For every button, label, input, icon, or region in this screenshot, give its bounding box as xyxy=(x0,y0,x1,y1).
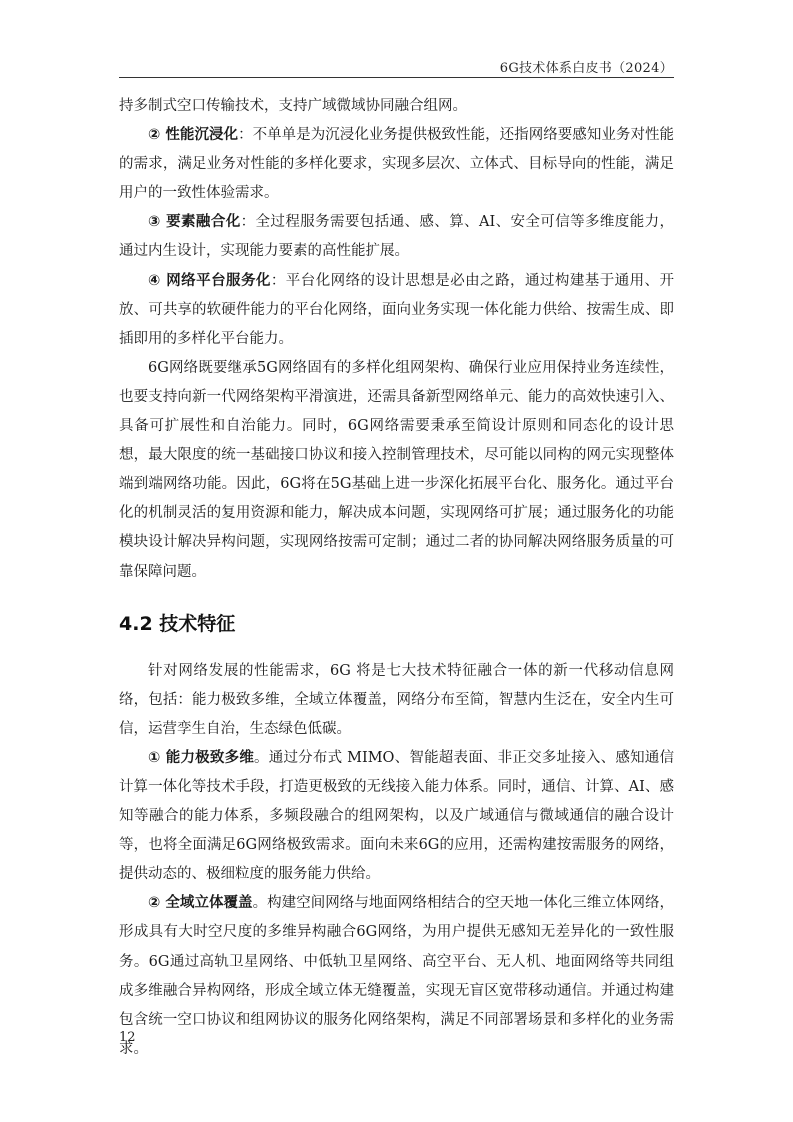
paragraphs-before xyxy=(119,92,674,587)
paragraph-lead: ② 全域立体覆盖 xyxy=(148,895,253,912)
paragraph xyxy=(119,889,674,1064)
paragraph-text: 针对网络发展的性能需求，6G 将是七大技术特征融合一体的新一代移动信息网络，包括：能力极致多维，全域立体覆盖，网络分布至简，智慧内生泛在，安全内生可信，运营孪生自治，生态绿色低碳。 xyxy=(119,662,674,737)
paragraphs-after xyxy=(119,657,674,1064)
paragraph-lead: ② 性能沉浸化 xyxy=(148,127,239,144)
paragraph xyxy=(119,744,674,889)
page-number: 12 xyxy=(119,1030,136,1045)
paragraph-text: ：不单单是为沉浸化业务提供极致性能，还指网络要感知业务对性能的需求，满足业务对性能的多样化要求，实现多层次、立体式、目标导向的性能，满足用户的一致性体验需求。 xyxy=(119,127,675,202)
paragraph-text: ：平台化网络的设计思想是必由之路，通过构建基于通用、开放、可共享的软硬件能力的平台化网络，面向业务实现一体化能力供给、按需生成、即插即用的多样化平台能力。 xyxy=(119,272,674,347)
paragraph-text: 。构建空间网络与地面网络相结合的空天地一体化三维立体网络，形成具有大时空尺度的多维异构融合6G网络，为用户提供无感知无差异化的一致性服务。6G通过高轨卫星网络、中低轨卫星网络、高空平台、无人机、地面网络等共同组成多维融合异构网络，形成全域立体无缝覆盖，实现无盲区宽带移动通信。并通过构建包含统一空口协议和组网协议的服务化网络架构，满足不同部署场景和多样化的业务需求。 xyxy=(119,895,675,1057)
paragraph-text: 持多制式空口传输技术，支持广域微域协同融合组网。 xyxy=(119,98,467,114)
paragraph xyxy=(119,208,674,266)
page-body xyxy=(119,92,674,1064)
paragraph-lead: ④ 网络平台服务化 xyxy=(148,272,271,289)
paragraph xyxy=(119,267,674,354)
paragraph-text: 6G网络既要继承5G网络固有的多样化组网架构、确保行业应用保持业务连续性，也要支持向新一代网络架构平滑演进，还需具备新型网络单元、能力的高效快速引入、具备可扩展性和自治能力。同时，6G网络需要秉承至简设计原则和同态化的设计思想，最大限度的统一基础接口协议和接入控制管理技术，尽可能以同构的网元实现整体端到端网络功能。因此，6G将在5G基础上进一步深化拓展平台化、服务化。通过平台化的机制灵活的复用资源和能力，解决成本问题，实现网络可扩展；通过服务化的功能模块设计解决异构问题，实现网络按需可定制；通过二者的协同解决网络服务质量的可靠保障问题。 xyxy=(119,359,674,580)
paragraph-lead: ① 能力极致多维 xyxy=(148,749,255,766)
paragraph xyxy=(119,92,674,121)
paragraph xyxy=(119,121,674,208)
section-heading: 4.2 技术特征 xyxy=(119,612,236,635)
paragraph xyxy=(119,354,674,587)
paragraph-lead: ③ 要素融合化 xyxy=(148,214,241,231)
header-rule xyxy=(119,77,674,78)
paragraph-text: ：全过程服务需要包括通、感、算、AI、安全可信等多维度能力，通过内生设计，实现能力要素的高性能扩展。 xyxy=(119,214,674,260)
paragraph-text: 。通过分布式 MIMO、智能超表面、非正交多址接入、感知通信计算一体化等技术手段，打造更极致的无线接入能力体系。同时，通信、计算、AI、感知等融合的能力体系，多频段融合的组网架构，以及广域通信与微域通信的融合设计等，也将全面满足6G网络极致需求。面向未来6G的应用，还需构建按需服务的网络，提供动态的、极细粒度的服务能力供给。 xyxy=(119,749,674,883)
paragraph xyxy=(119,657,674,744)
header-title: 6G技术体系白皮书（2024） xyxy=(499,61,673,76)
